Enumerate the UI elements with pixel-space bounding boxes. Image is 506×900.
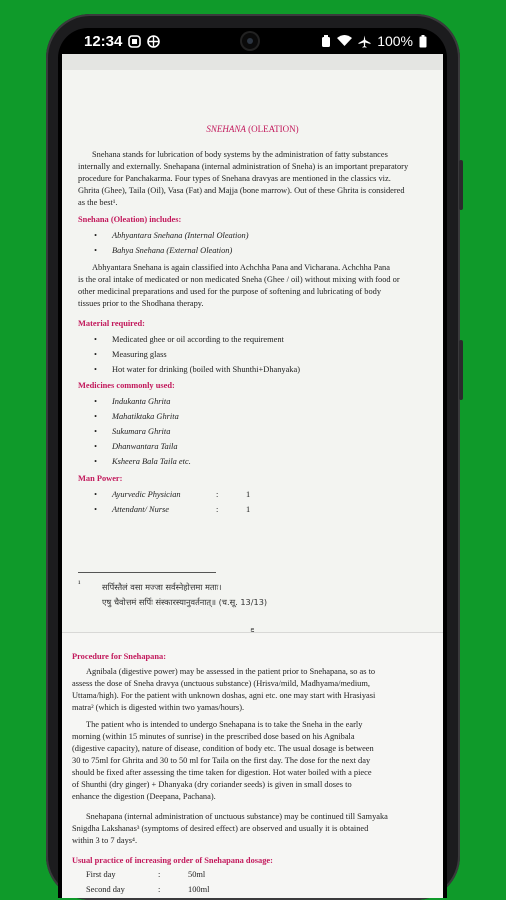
footnote-line: सर्पिस्तैलं वसा मज्जा सर्वस्नेहोत्तमा मताः। <box>102 582 222 592</box>
footnote-line: एषु चैवोत्तमं सर्पिः संस्कारस्यानुवर्तनात्॥ (च.सू. 13/13) <box>102 597 268 607</box>
list-item: • Medicated ghee or oil according to the requirement <box>94 335 284 344</box>
dosage-paragraph: The patient who is intended to undergo Snehapana is to take the Sneha in the early morning (within 15 minutes of sunrise) in the prescribed dose based on his Agnibala (digestive capacity), nature of disease, condition of body etc. The usual dosage is between 30 to 75ml for Ghrita and 30 to 50 ml for Taila on the first day. The dose for the next day should be fixed after assessing the time taken for digestion. Hot water boiled with a piece of Shunthi (dry ginger) + Dhanyaka (dry coriander seeds) is given in small doses to enhance the digestion (Deepana, Pachana). <box>72 720 374 801</box>
dosage-value: 100ml <box>188 885 210 894</box>
manpower-count: 1 <box>246 490 251 499</box>
intro-paragraph: Snehana stands for lubrication of body systems by the administration of fatty substances internally and externally. Snehapana (internal administration of Sneha) is an important preparatory procedure for Panchakarma. Four types of Snehana dravyas are mentioned in the classics viz. Ghrita (Ghee), Taila (Oil), Vasa (Fat) and Majja (bone marrow). Out of these Ghrita is considered as the best¹. <box>78 150 409 207</box>
dosage-sep: : <box>158 870 161 879</box>
manpower-count: 1 <box>246 505 251 514</box>
list-item: • Dhanwantara Taila <box>94 442 178 451</box>
volume-button <box>459 340 463 400</box>
power-button <box>459 160 463 210</box>
vpn-icon <box>147 35 160 48</box>
screenshot-icon <box>128 35 141 48</box>
includes-heading: Snehana (Oleation) includes: <box>78 215 182 224</box>
document-page-2[interactable] <box>62 632 443 898</box>
abhyantara-paragraph: Abhyantara Snehana is again classified into Achchha Pana and Vicharana. Achchha Pana is the oral intake of medicated or non medicated Sneha (Ghee / oil) without mixing with food or other medicinal preparations and used for the purpose of softening and lubricating of body tissues prior to the Shodhana therapy. <box>78 263 400 308</box>
dosage-day: First day <box>86 870 116 879</box>
practice-heading: Usual practice of increasing order of Snehapana dosage: <box>72 856 273 865</box>
alarm-icon <box>321 35 331 48</box>
list-item: • Ksheera Bala Taila etc. <box>94 457 191 466</box>
list-item: • Measuring glass <box>94 350 167 359</box>
battery-icon <box>419 35 427 48</box>
manpower-sep: : <box>216 505 219 514</box>
list-item: • Bahya Snehana (External Oleation) <box>94 246 233 255</box>
manpower-sep: : <box>216 490 219 499</box>
list-item: • Hot water for drinking (boiled with Shunthi+Dhanyaka) <box>94 365 301 374</box>
footnote-divider <box>78 572 216 573</box>
document-page-1[interactable] <box>62 54 443 650</box>
screen <box>58 28 447 898</box>
list-item: • Mahatiktaka Ghrita <box>94 412 179 421</box>
material-heading: Material required: <box>78 319 145 328</box>
dosage-day: Second day <box>86 885 125 894</box>
medicines-heading: Medicines commonly used: <box>78 381 175 390</box>
manpower-heading: Man Power: <box>78 474 123 483</box>
list-item: • Indukanta Ghrita <box>94 397 171 406</box>
page-top-band <box>62 54 443 70</box>
battery-percent: 100% <box>377 33 413 49</box>
status-bar <box>58 28 447 55</box>
airplane-icon <box>358 35 371 48</box>
page-title: SNEHANA (OLEATION) <box>206 124 299 134</box>
manpower-row: • Ayurvedic Physician <box>94 490 181 499</box>
front-camera <box>242 33 258 49</box>
dosage-value: 50ml <box>188 870 206 879</box>
wifi-icon <box>337 35 352 47</box>
status-time: 12:34 <box>84 33 123 50</box>
procedure-heading: Procedure for Snehapana: <box>72 652 166 661</box>
list-item: • Abhyantara Snehana (Internal Oleation) <box>94 231 249 240</box>
list-item: • Sukumara Ghrita <box>94 427 171 436</box>
continuation-paragraph: Snehapana (internal administration of unctuous substance) may be continued till Samyaka Snigdha Lakshanas³ (symptoms of desired effect) are observed and usually it is obtained within 3 to 7 days⁴. <box>72 812 388 845</box>
manpower-row: • Attendant/ Nurse <box>94 505 169 514</box>
dosage-sep: : <box>158 885 161 894</box>
footnote-mark: ¹ <box>78 579 81 588</box>
agnibala-paragraph: Agnibala (digestive power) may be assessed in the patient prior to Snehapana, so as to assess the dose of Sneha dravya (unctuous substance) (Hrisva/mild, Madhyama/medium, Uttama/high). For the patient with unknown doshas, agni etc. one may start with Hrasiyasi matra² (which is digested within two yamas/hours). <box>72 667 376 712</box>
